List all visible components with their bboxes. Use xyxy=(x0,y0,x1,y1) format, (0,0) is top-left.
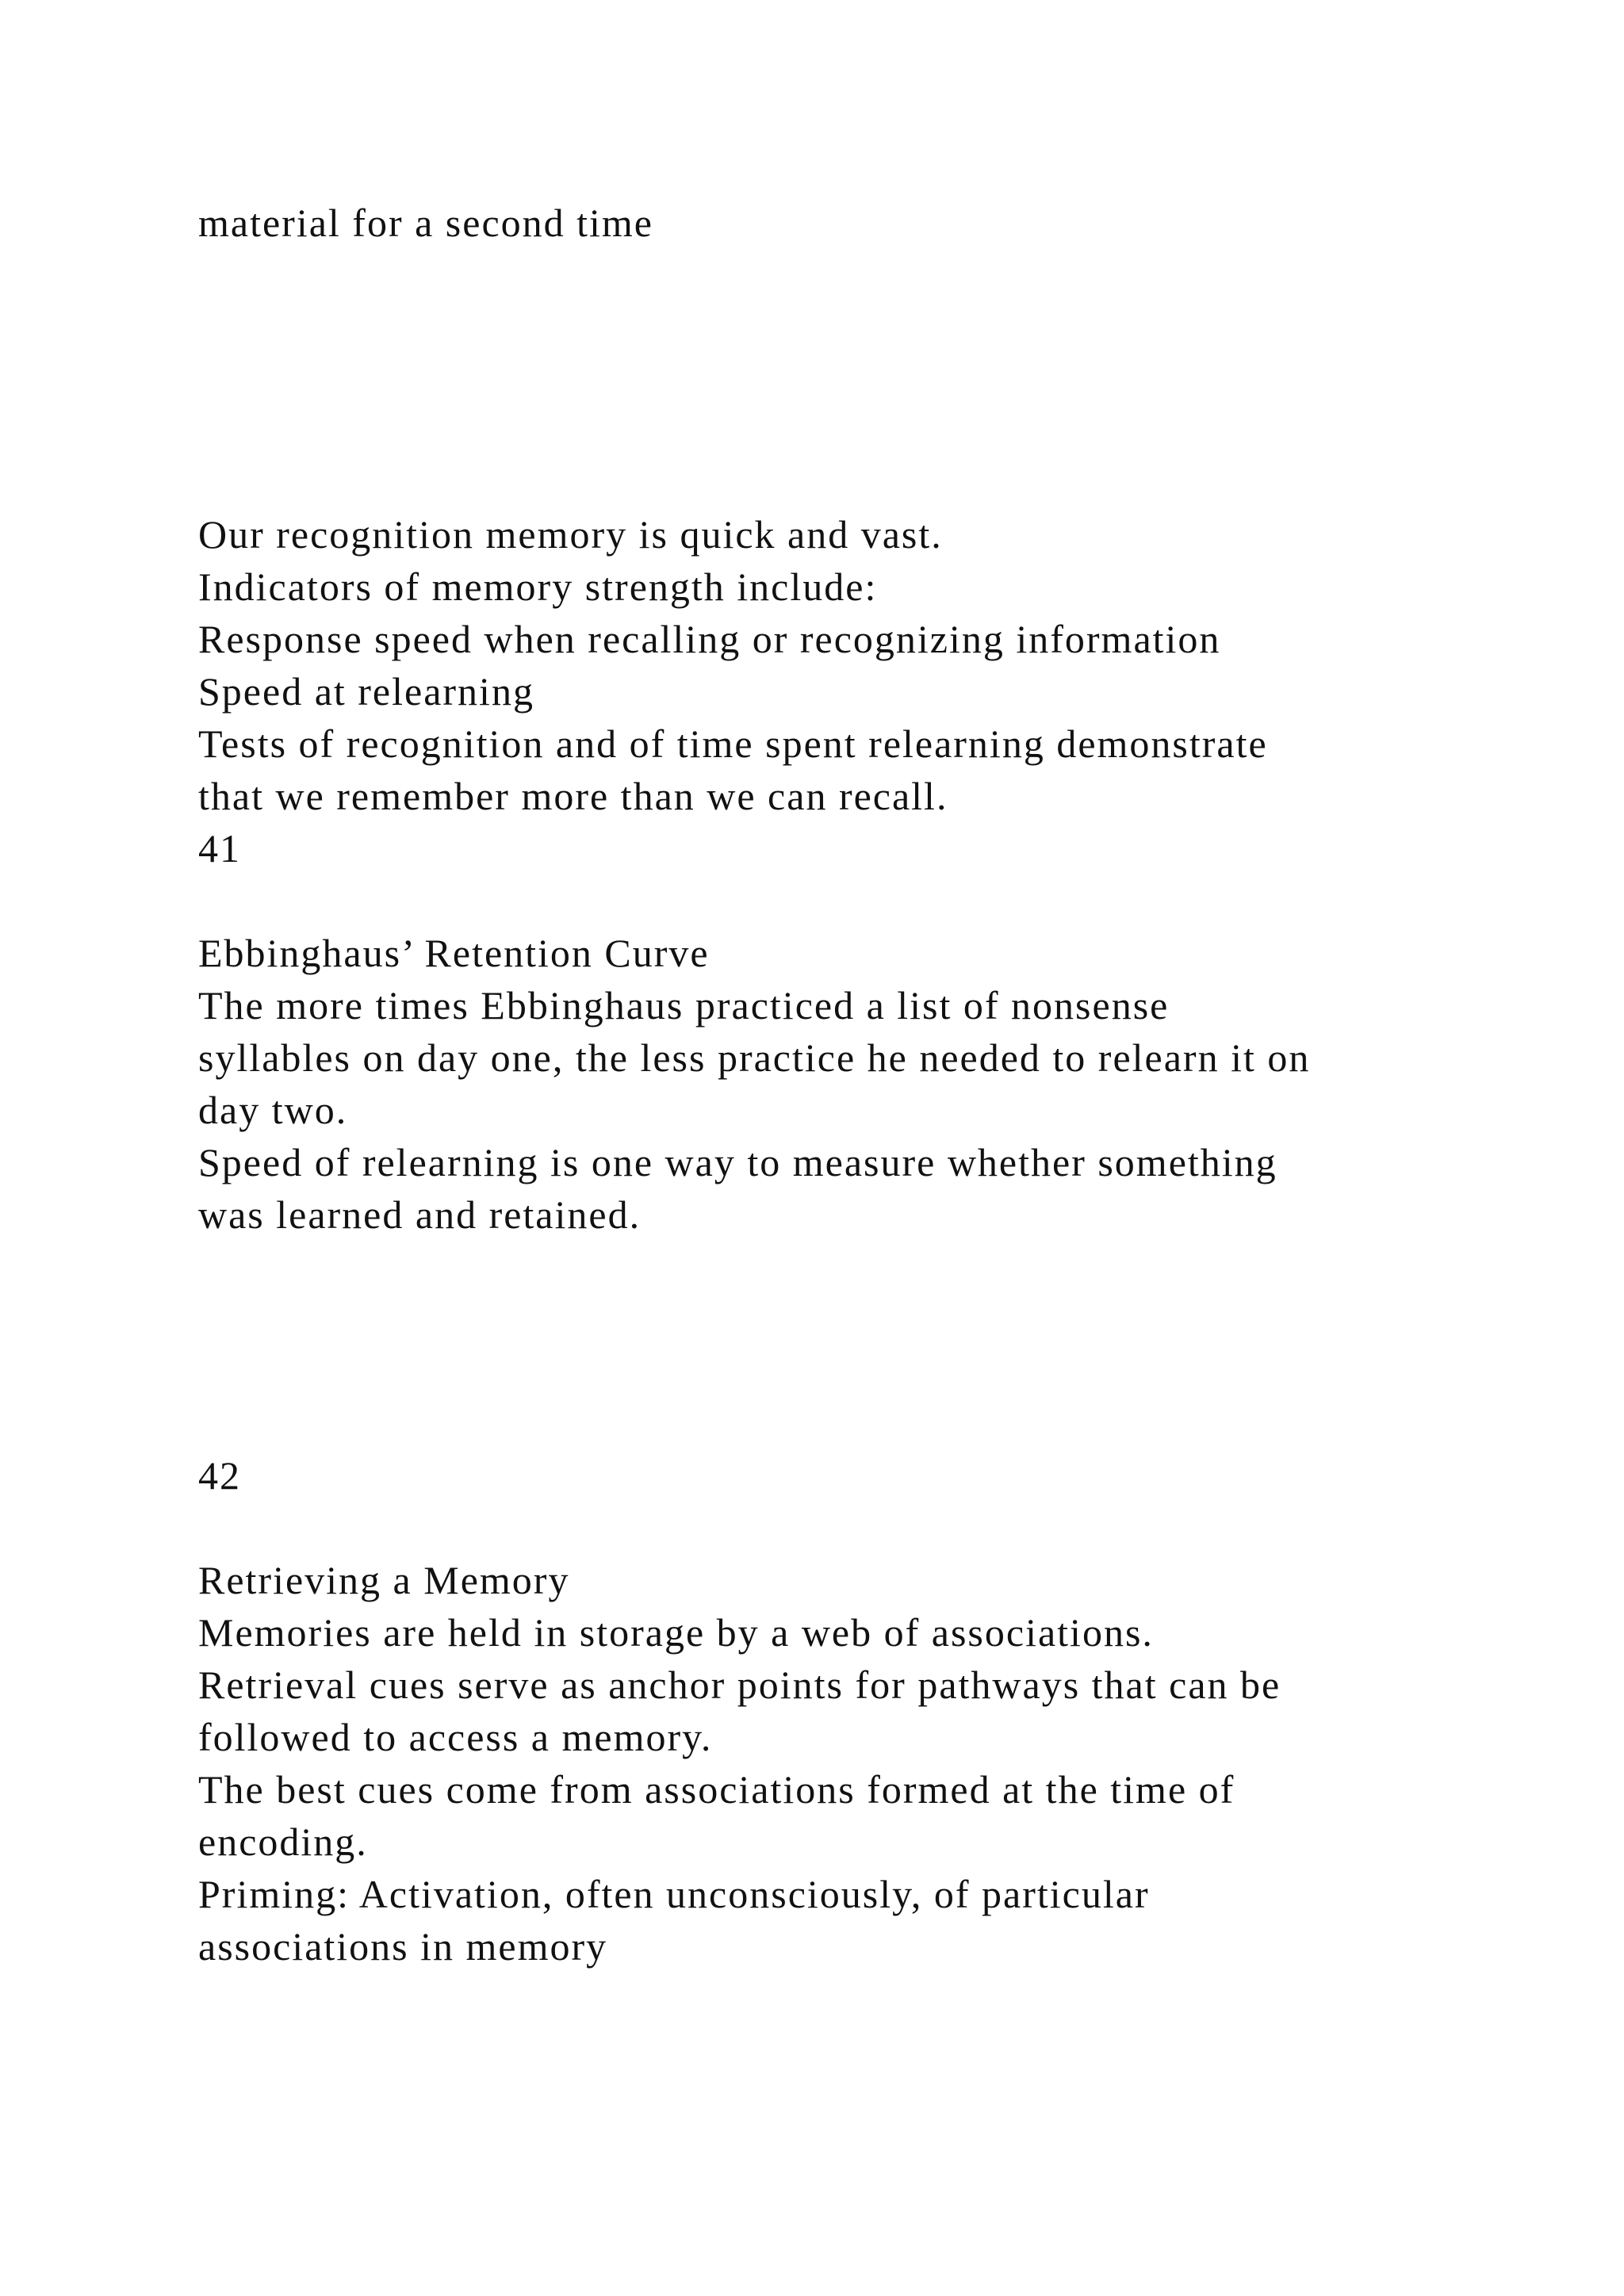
response-speed-text: Response speed when recalling or recognizing information xyxy=(198,617,1221,661)
retrieving-memory-heading: Retrieving a Memory xyxy=(198,1558,570,1602)
tests-recognition-text: Tests of recognition and of time spent relearning demonstrate xyxy=(198,721,1268,766)
ebbinghaus-text-2: syllables on day one, the less practice he needed to relearn it on xyxy=(198,1035,1311,1080)
indicators-text: Indicators of memory strength include: xyxy=(198,564,878,609)
priming-text-1: Priming: Activation, often unconsciously, of particular xyxy=(198,1872,1150,1916)
remember-more-text: that we remember more than we can recall. xyxy=(198,774,948,818)
speed-relearning-text: Speed at relearning xyxy=(198,669,534,714)
ebbinghaus-heading: Ebbinghaus’ Retention Curve xyxy=(198,931,710,975)
recognition-memory-text: Our recognition memory is quick and vast. xyxy=(198,512,943,557)
retrieval-cues-text-2: followed to access a memory. xyxy=(198,1715,713,1759)
slide-number-42: 42 xyxy=(198,1453,241,1498)
relearning-measure-text-1: Speed of relearning is one way to measure whether something xyxy=(198,1140,1277,1184)
priming-text-2: associations in memory xyxy=(198,1924,608,1969)
continuation-text: material for a second time xyxy=(198,201,653,245)
retrieval-cues-text-1: Retrieval cues serve as anchor points for pathways that can be xyxy=(198,1663,1281,1707)
ebbinghaus-text-3: day two. xyxy=(198,1088,348,1132)
relearning-measure-text-2: was learned and retained. xyxy=(198,1192,642,1237)
best-cues-text-2: encoding. xyxy=(198,1820,368,1864)
slide-number-41: 41 xyxy=(198,826,241,871)
best-cues-text-1: The best cues come from associations formed at the time of xyxy=(198,1767,1235,1812)
associations-web-text: Memories are held in storage by a web of associations. xyxy=(198,1610,1154,1655)
ebbinghaus-text-1: The more times Ebbinghaus practiced a list of nonsense xyxy=(198,983,1170,1027)
